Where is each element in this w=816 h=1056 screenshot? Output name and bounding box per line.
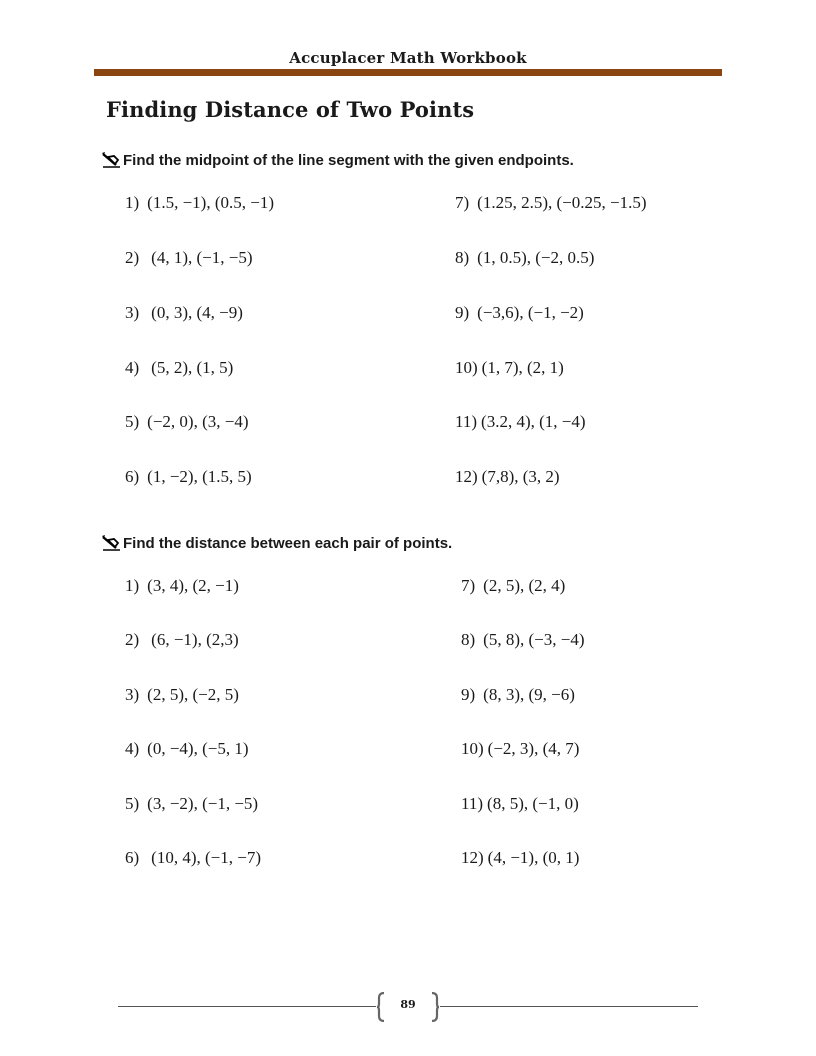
right-bracket-icon [431,992,439,1022]
problem-expression: (1, −2), (1.5, 5) [147,467,252,486]
problem-expression: (−2, 3), (4, 7) [487,739,580,758]
problem-expression: (4, −1), (0, 1) [487,848,580,867]
problem-item [125,358,233,378]
footer-rule-left [118,1006,376,1007]
problem-number: 1) [125,576,140,595]
problem-expression: (1.25, 2.5), (−0.25, −1.5) [477,193,647,212]
midpoint-instruction [100,150,574,170]
problem-expression: (3.2, 4), (1, −4) [481,412,586,431]
problem-expression: (7,8), (3, 2) [481,467,560,486]
problem-number: 12) [461,848,484,867]
problem-expression: (8, 5), (−1, 0) [487,794,579,813]
pencil-icon [100,150,122,170]
header-rule [94,69,722,76]
problem-expression: (0, 3), (4, −9) [151,303,243,322]
problem-item [455,303,584,323]
page-number: 89 [400,998,416,1011]
problem-expression: (−3,6), (−1, −2) [477,303,584,322]
page-title: Finding Distance of Two Points [106,97,475,122]
problem-number: 7) [461,576,476,595]
problem-item [461,576,565,596]
problem-item [125,739,249,759]
problem-expression: (1, 0.5), (−2, 0.5) [477,248,595,267]
problem-number: 4) [125,739,140,758]
problem-item [125,193,274,213]
problem-item [461,630,585,650]
problem-expression: (2, 5), (2, 4) [483,576,566,595]
problem-item [455,467,560,487]
problem-number: 1) [125,193,140,212]
problem-item [125,794,258,814]
problem-item [125,412,249,432]
problem-expression: (1.5, −1), (0.5, −1) [147,193,274,212]
problem-number: 9) [455,303,470,322]
problem-expression: (4, 1), (−1, −5) [151,248,253,267]
problem-expression: (2, 5), (−2, 5) [147,685,239,704]
problem-item [125,576,239,596]
problem-item [455,358,564,378]
pencil-icon [100,533,122,553]
problem-number: 4) [125,358,140,377]
problem-item [455,193,647,213]
problem-number: 11) [461,794,484,813]
problem-number: 6) [125,467,140,486]
problem-number: 2) [125,248,140,267]
problem-number: 11) [455,412,478,431]
problem-number: 10) [455,358,478,377]
problem-item [125,467,252,487]
problem-expression: (1, 7), (2, 1) [481,358,564,377]
problem-number: 6) [125,848,140,867]
problem-expression: (3, −2), (−1, −5) [147,794,259,813]
problem-expression: (6, −1), (2,3) [151,630,239,649]
footer-rule-right [440,1006,698,1007]
problem-item [125,248,253,268]
problem-item [455,248,594,268]
problem-number: 5) [125,794,140,813]
instruction-text: Find the distance between each pair of points. [123,534,453,552]
problem-number: 5) [125,412,140,431]
problem-number: 9) [461,685,476,704]
distance-instruction [100,533,452,553]
problem-number: 12) [455,467,478,486]
problem-number: 10) [461,739,484,758]
problem-number: 3) [125,685,140,704]
problem-number: 3) [125,303,140,322]
problem-expression: (5, 8), (−3, −4) [483,630,585,649]
problem-number: 7) [455,193,470,212]
problem-item [125,685,239,705]
problem-item [461,739,579,759]
problem-expression: (3, 4), (2, −1) [147,576,239,595]
problem-item [461,794,579,814]
problem-expression: (8, 3), (9, −6) [483,685,575,704]
problem-item [461,685,575,705]
problem-item [461,848,579,868]
problem-item [125,630,239,650]
left-bracket-icon [377,992,385,1022]
problem-number: 2) [125,630,140,649]
problem-item [455,412,586,432]
problem-expression: (10, 4), (−1, −7) [151,848,261,867]
problem-expression: (−2, 0), (3, −4) [147,412,249,431]
problem-expression: (0, −4), (−5, 1) [147,739,249,758]
workbook-title: Accuplacer Math Workbook [289,49,527,67]
problem-expression: (5, 2), (1, 5) [151,358,234,377]
problem-number: 8) [455,248,470,267]
problem-item [125,848,261,868]
instruction-text: Find the midpoint of the line segment with the given endpoints. [123,151,574,169]
problem-number: 8) [461,630,476,649]
problem-item [125,303,243,323]
